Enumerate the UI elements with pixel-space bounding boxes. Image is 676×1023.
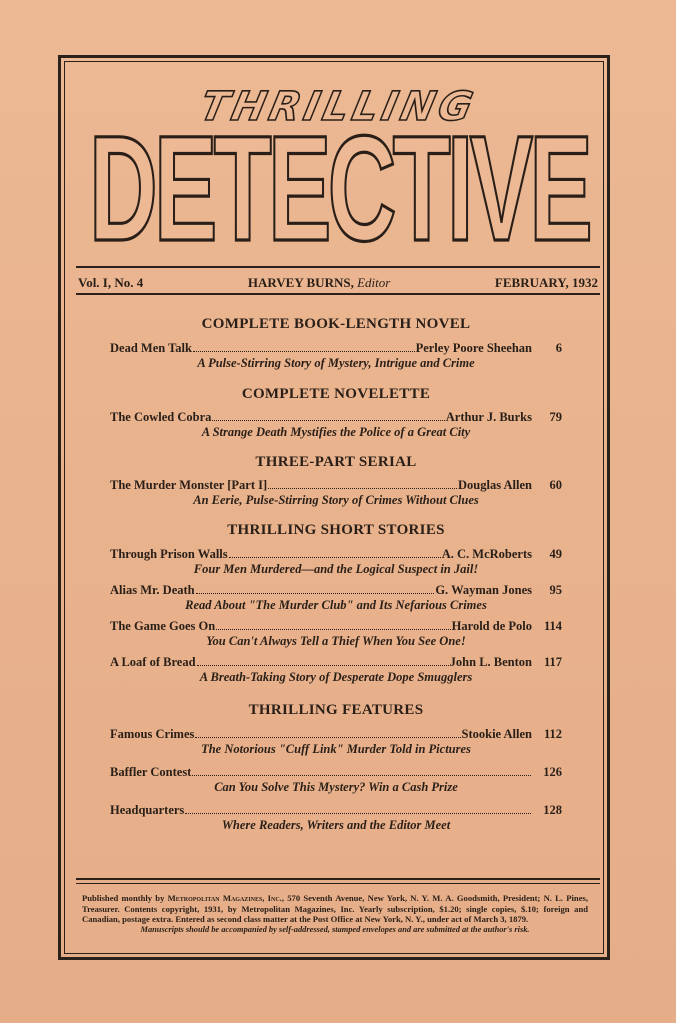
page-number: 49 [549,547,562,561]
toc-entry [110,619,562,634]
toc-entry [110,410,562,425]
toc-entry [110,583,562,598]
section-novelette [110,386,562,440]
story-author: Harold de Polo [451,619,532,633]
story-tagline: Four Men Murdered—and the Logical Suspect in Jail! [193,562,479,576]
toc-entry [110,727,562,742]
table-of-contents [110,316,562,833]
section-heading: COMPLETE BOOK-LENGTH NOVEL [201,316,471,332]
dot-leader [216,629,450,630]
dot-leader [192,775,531,776]
dot-leader [268,488,457,489]
story-author: John L. Benton [449,655,532,669]
dot-leader [185,813,531,814]
toc-entry [110,803,562,818]
page-number: 79 [549,410,562,424]
footer-rule-2 [76,883,600,884]
editor-credit [248,275,390,291]
top-rule [76,266,600,268]
feature-title: Famous Crimes [110,727,195,741]
toc-entry [110,341,562,356]
story-title: A Loaf of Bread [110,655,196,669]
page-number: 114 [543,619,562,633]
editor-role: Editor [357,275,391,290]
page-number: 117 [543,655,562,669]
page-number: 126 [543,765,562,779]
section-serial [110,454,562,508]
issue-date: FEBRUARY, 1932 [494,275,598,290]
story-tagline: You Can't Always Tell a Thief When You See One! [206,634,466,648]
dot-leader [193,351,415,352]
feature-tagline: The Notorious "Cuff Link" Murder Told in Pictures [201,742,471,756]
story-title: Dead Men Talk [110,341,192,355]
story-author: A. C. McRoberts [441,547,532,561]
publication-info [82,893,588,935]
section-heading: THRILLING FEATURES [248,702,424,718]
toc-entry [110,655,562,670]
info-rule [76,293,600,295]
dot-leader [196,593,435,594]
feature-title: Headquarters [110,803,185,817]
page-number: 95 [549,583,562,597]
section-features [110,702,562,833]
section-novel [110,316,562,371]
publisher-name: Metropolitan Magazines, Inc., [167,893,284,903]
feature-title: Baffler Contest [110,765,192,779]
section-short-stories [110,522,562,685]
story-title: The Cowled Cobra [110,410,212,424]
story-title: The Murder Monster [Part I] [110,478,268,492]
volume-number: Vol. I, No. 4 [78,275,144,290]
story-title: The Game Goes On [110,619,216,633]
page-number: 128 [543,803,562,817]
issue-info-line [78,275,598,291]
toc-entry [110,478,562,493]
toc-entry [110,765,562,780]
feature-tagline: Can You Solve This Mystery? Win a Cash Prize [214,780,458,794]
thrilling-logo-text: THRILLING [195,84,481,130]
dot-leader [229,557,441,558]
story-tagline: An Eerie, Pulse-Stirring Story of Crimes Without Clues [193,493,479,507]
section-heading: THRILLING SHORT STORIES [227,522,445,538]
story-tagline: A Strange Death Mystifies the Police of a Great City [201,425,471,439]
page-number: 60 [549,478,562,492]
story-tagline: Read About "The Murder Club" and Its Nefarious Crimes [185,598,487,612]
dot-leader [212,420,444,421]
dot-leader [195,737,460,738]
story-title: Through Prison Walls [110,547,228,561]
story-author: Douglas Allen [458,478,532,492]
detective-logo-text: DETECTIVE [89,104,590,255]
published-prefix: Published monthly by [82,893,165,903]
detective-logo [84,90,594,255]
toc-entry [110,547,562,562]
feature-author: Stookie Allen [461,727,532,741]
story-author: Perley Poore Sheehan [415,341,532,355]
story-tagline: A Pulse-Stirring Story of Mystery, Intrigue and Crime [197,356,475,370]
manuscript-note: Manuscripts should be accompanied by self-addressed, stamped envelopes and are submitted at the author's risk. [140,924,530,934]
page-number: 112 [543,727,562,741]
feature-tagline: Where Readers, Writers and the Editor Meet [221,818,451,832]
story-tagline: A Breath-Taking Story of Desperate Dope Smugglers [199,670,473,684]
dot-leader [197,665,449,666]
section-heading: THREE-PART SERIAL [255,454,417,470]
publication-details: 570 Seventh Avenue, New York, N. Y. M. A. Goodsmith, President; N. L. Pines, Treasurer. Contents copyright, 1931, by Metropolitan Magazines, Inc. Yearly subscription, $1.20; single copies, $.10; foreign and Canadian, postage extra. Entered as second class matter at the Post Office at New York, N. Y., under act of March 3, 1879. [82,893,588,925]
page-number: 6 [555,341,562,355]
editor-name: HARVEY BURNS, [247,275,354,290]
section-heading: COMPLETE NOVELETTE [241,386,431,402]
story-title: Alias Mr. Death [110,583,195,597]
story-author: G. Wayman Jones [435,583,532,597]
footer-rule-1 [76,878,600,880]
story-author: Arthur J. Burks [445,410,532,424]
